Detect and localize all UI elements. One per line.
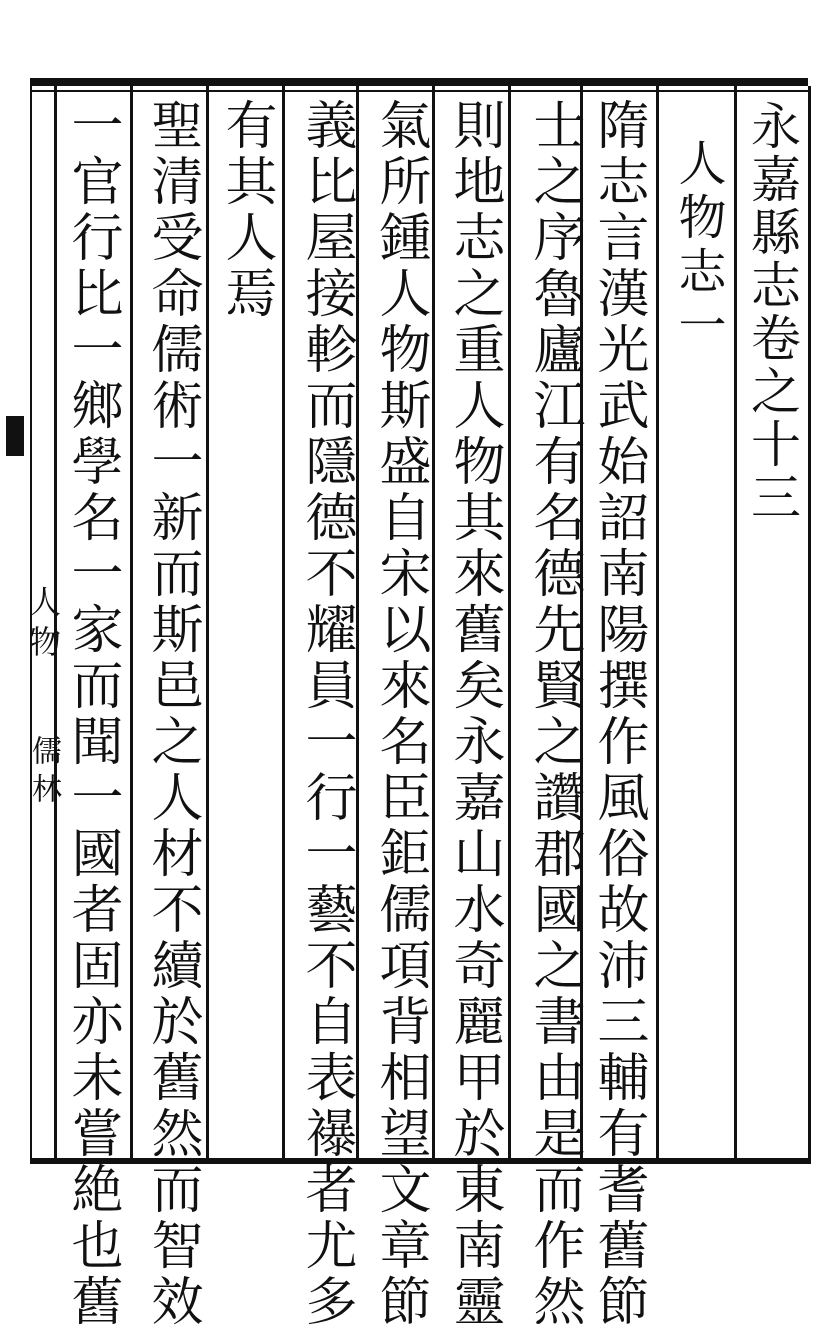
fish-tail-mark bbox=[6, 416, 24, 456]
section-heading: 人物志一 bbox=[670, 138, 726, 354]
book-title: 永嘉縣志卷之十三 bbox=[743, 100, 801, 524]
text-column: 有其人焉 bbox=[216, 98, 276, 322]
margin-subsection-label: 儒林 bbox=[26, 735, 61, 811]
text-column: 義比屋接軫而隱德不耀員一行一藝不自表襮者尤多 bbox=[296, 98, 356, 1330]
column-divider bbox=[808, 86, 811, 1164]
text-column: 一官行比一鄉學名一家而聞一國者固亦未嘗絶也舊 bbox=[62, 98, 122, 1330]
column-divider bbox=[282, 86, 285, 1164]
text-column: 士之序魯廬江有名德先賢之讚郡國之書由是而作然 bbox=[524, 98, 584, 1330]
column-divider bbox=[206, 86, 209, 1164]
top-border-rule bbox=[30, 78, 808, 86]
text-column: 氣所鍾人物斯盛自宋以來名臣鉅儒項背相望文章節 bbox=[370, 98, 430, 1330]
text-column: 則地志之重人物其來舊矣永嘉山水奇麗甲於東南靈 bbox=[444, 98, 504, 1330]
column-divider bbox=[656, 86, 659, 1164]
margin-section-label: 人物 bbox=[24, 585, 62, 665]
column-divider bbox=[734, 86, 737, 1164]
column-divider bbox=[356, 86, 359, 1164]
top-inner-rule bbox=[30, 90, 808, 92]
column-divider bbox=[130, 86, 133, 1164]
text-column: 隋志言漢光武始詔南陽撰作風俗故沛三輔有耆舊節 bbox=[588, 98, 648, 1330]
column-divider bbox=[508, 86, 511, 1164]
column-divider bbox=[432, 86, 435, 1164]
text-column: 聖清受命儒術一新而斯邑之人材不續於舊然而智效 bbox=[142, 98, 202, 1330]
